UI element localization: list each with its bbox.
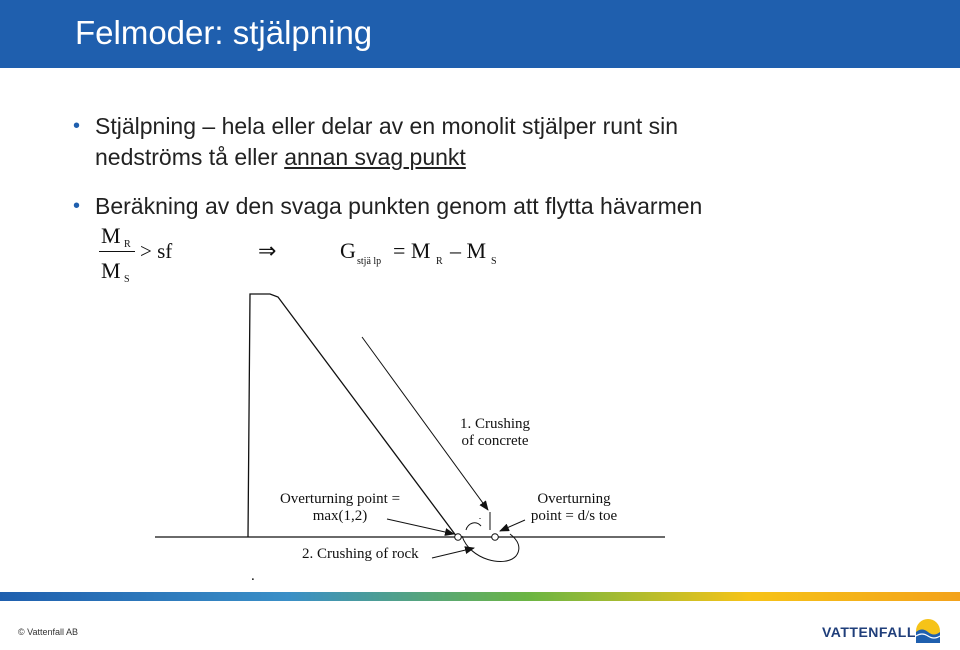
vattenfall-logo-text: VATTENFALL <box>822 624 916 640</box>
label-overturning-point-line-1: Overturning point = <box>279 491 401 507</box>
label-crushing-rock: 2. Crushing of rock <box>302 546 419 562</box>
formula-numerator: M <box>101 223 121 248</box>
formula-g-sub: stjä lp <box>357 256 382 267</box>
label-ds-toe-line-1: Overturning <box>537 491 611 507</box>
small-arc <box>466 523 481 530</box>
label-overturning-point-line-2: max(1,2) <box>312 508 368 524</box>
label-overturning-point <box>272 491 408 525</box>
formula-numerator-sub: R <box>124 239 131 250</box>
copyright: © Vattenfall AB <box>18 627 78 637</box>
label-ds-toe <box>522 491 626 525</box>
formula-denominator-sub: S <box>124 274 130 285</box>
bullet-1-line-2-text: nedströms tå eller <box>95 144 285 170</box>
vattenfall-logo-icon <box>914 617 942 645</box>
rotation-arc <box>462 534 519 562</box>
formula-minus-m: – M <box>450 238 487 263</box>
formula-eq-sub: R <box>436 256 443 267</box>
bullet-2-line-1: Beräkning av den svaga punkten genom att flytta hävarmen <box>95 193 703 219</box>
footer-color-band <box>0 592 960 601</box>
label-crushing-concrete <box>455 416 535 450</box>
arrow-crushing-rock <box>432 548 474 558</box>
implies-icon: ⇒ <box>258 238 277 263</box>
bullet-1-line-1: Stjälpning – hela eller delar av en monolit stjälper runt sin <box>95 113 678 139</box>
stray-dot: . <box>251 568 255 584</box>
bullet-dot-icon: • <box>73 195 81 217</box>
formula-minus-sub: S <box>491 256 497 267</box>
page-title: Felmoder: stjälpning <box>75 14 373 51</box>
point-1-marker <box>455 534 462 541</box>
point-2-marker <box>492 534 499 541</box>
label-ds-toe-line-2: point = d/s toe <box>530 508 618 524</box>
formula-g: G <box>340 238 356 263</box>
bullet-dot-icon: • <box>73 115 81 137</box>
label-crushing-concrete-line-2: of concrete <box>461 433 529 449</box>
formula-denominator: M <box>101 258 121 283</box>
formula-greater-sf: > sf <box>140 239 173 263</box>
label-crushing-concrete-line-1: 1. Crushing <box>459 416 530 432</box>
formula-eq-m: = M <box>393 238 431 263</box>
bullet-1-underlined-text: annan svag punkt <box>284 144 466 170</box>
